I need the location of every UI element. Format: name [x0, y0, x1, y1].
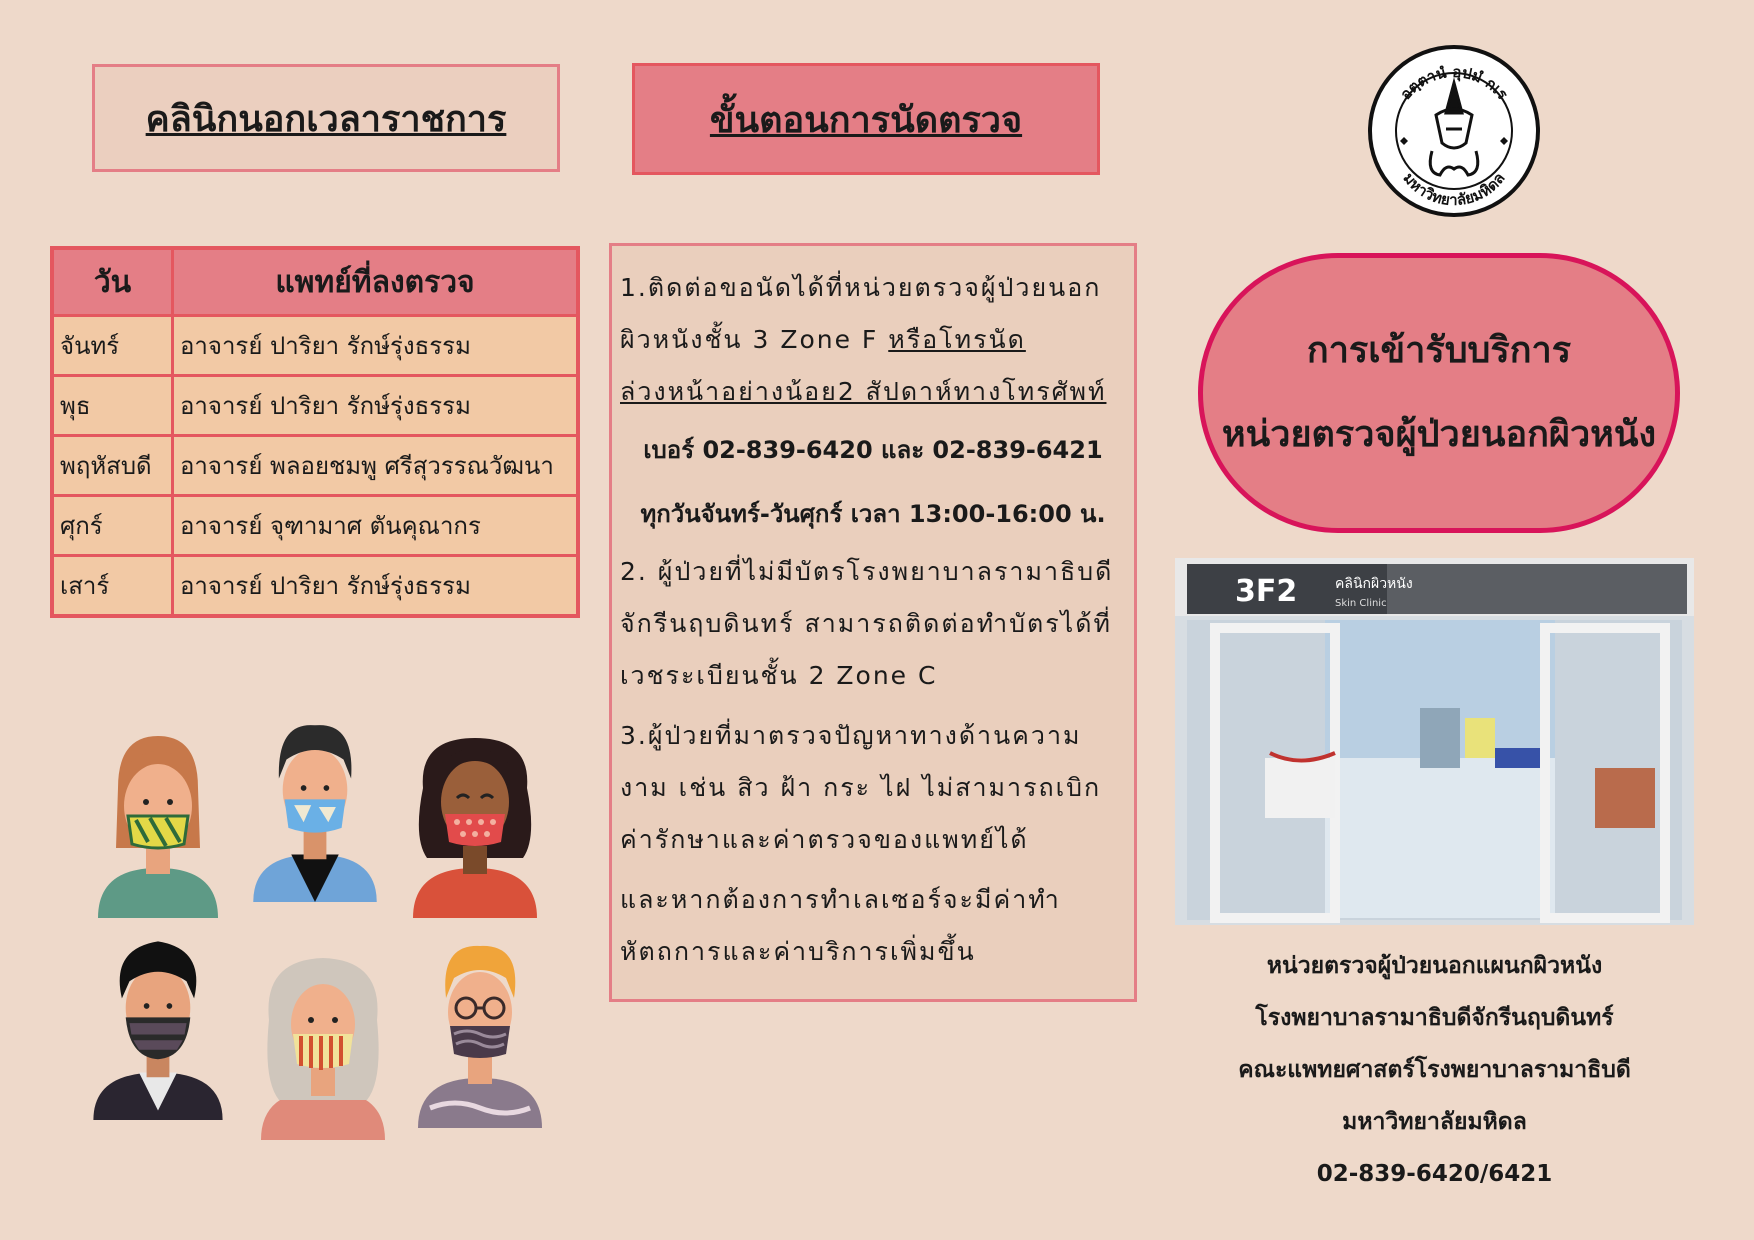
sign-thai: คลินิกผิวหนัง: [1335, 576, 1413, 592]
masked-person-illustration: [88, 728, 228, 918]
phone-numbers: เบอร์ 02-839-6420 และ 02-839-6421: [643, 436, 1103, 464]
day-cell: จันทร์: [52, 316, 173, 376]
header-doctor: แพทย์ที่ลงตรวจ: [173, 248, 579, 316]
address-line1: หน่วยตรวจผู้ป่วยนอกแผนกผิวหนัง: [1266, 953, 1603, 979]
masked-person-illustration: [253, 950, 393, 1140]
logo-top-text: อตฺตานํ อุปมํ กเร: [1396, 62, 1512, 104]
service-hours: ทุกวันจันทร์-วันศุกร์ เวลา 13:00-16:00 น.: [640, 500, 1106, 528]
table-row: [52, 376, 578, 436]
step2-line3: เวชระเบียนชั้น 2 Zone C: [620, 661, 938, 690]
address-line2: โรงพยาบาลรามาธิบดีจักรีนฤบดินทร์: [1255, 1005, 1614, 1031]
sign-english: Skin Clinic: [1335, 598, 1387, 609]
steps-title-box: [632, 63, 1100, 175]
table-row: [52, 316, 578, 376]
step1-phone-link-text: หรือโทรนัด: [888, 325, 1026, 354]
step2-line1: 2. ผู้ป่วยที่ไม่มีบัตรโรงพยาบาลรามาธิบดี: [620, 557, 1114, 586]
table-row: [52, 436, 578, 496]
table-row: [52, 496, 578, 556]
step3-line2: งาม เช่น สิว ฝ้า กระ ไฝ ไม่สามารถเบิก: [620, 773, 1102, 802]
schedule-table: [50, 246, 580, 618]
masked-person-illustration: [410, 938, 550, 1128]
step2-line2: จักรีนฤบดินทร์ สามารถติดต่อทำบัตรได้ที่: [620, 609, 1112, 638]
masked-person-illustration: [405, 728, 545, 918]
table-header-row: [52, 248, 578, 316]
day-cell: พุธ: [52, 376, 173, 436]
address-block: [1175, 940, 1694, 1200]
step4-line2: หัตถการและค่าบริการเพิ่มขึ้น: [620, 937, 976, 966]
clinic-title-box: [92, 64, 560, 172]
day-cell: เสาร์: [52, 556, 173, 617]
address-phone: 02-839-6420/6421: [1316, 1161, 1553, 1187]
masked-person-illustration: [245, 712, 385, 902]
masked-person-illustration: [88, 930, 228, 1120]
step3-line1: 3.ผู้ป่วยที่มาตรวจปัญหาทางด้านความ: [620, 721, 1082, 750]
steps-panel: [609, 243, 1137, 1002]
address-line3: คณะแพทยศาสตร์โรงพยาบาลรามาธิบดี: [1238, 1057, 1631, 1083]
logo-bottom-text: มหาวิทยาลัยมหิดล: [1399, 169, 1509, 210]
address-line4: มหาวิทยาลัยมหิดล: [1342, 1109, 1527, 1135]
service-heading-pill: [1198, 253, 1680, 533]
step1-line1: 1.ติดต่อขอนัดได้ที่หน่วยตรวจผู้ป่วยนอก: [620, 273, 1102, 302]
day-cell: พฤหัสบดี: [52, 436, 173, 496]
doctor-cell: อาจารย์ ปาริยา รักษ์รุ่งธรรม: [173, 316, 579, 376]
step1-line2-text: ผิวหนังชั้น 3 Zone F: [620, 325, 889, 354]
day-cell: ศุกร์: [52, 496, 173, 556]
sign-code: 3F2: [1235, 574, 1298, 609]
step4-line1: และหากต้องการทำเลเซอร์จะมีค่าทำ: [620, 885, 1061, 914]
steps-title: ขั้นตอนการนัดตรวจ: [709, 99, 1023, 141]
doctor-cell: อาจารย์ จุฑามาศ ตันคุณากร: [173, 496, 579, 556]
step3-line3: ค่ารักษาและค่าตรวจของแพทย์ได้: [620, 825, 1029, 854]
service-line1: การเข้ารับบริการ: [1306, 330, 1572, 371]
table-row: [52, 556, 578, 617]
doctor-cell: อาจารย์ ปาริยา รักษ์รุ่งธรรม: [173, 556, 579, 617]
doctor-cell: อาจารย์ พลอยชมพู ศรีสุวรรณวัฒนา: [173, 436, 579, 496]
header-day: วัน: [52, 248, 173, 316]
service-line2: หน่วยตรวจผู้ป่วยนอกผิวหนัง: [1221, 414, 1657, 455]
step1-line2: [620, 314, 1126, 366]
skin-clinic-entrance-photo: [1175, 558, 1694, 925]
clinic-title: คลินิกนอกเวลาราชการ: [145, 98, 507, 140]
mahidol-university-seal: [1366, 43, 1542, 219]
step1-line3: ล่วงหน้าอย่างน้อย2 สัปดาห์ทางโทรศัพท์: [620, 377, 1107, 406]
doctor-cell: อาจารย์ ปาริยา รักษ์รุ่งธรรม: [173, 376, 579, 436]
